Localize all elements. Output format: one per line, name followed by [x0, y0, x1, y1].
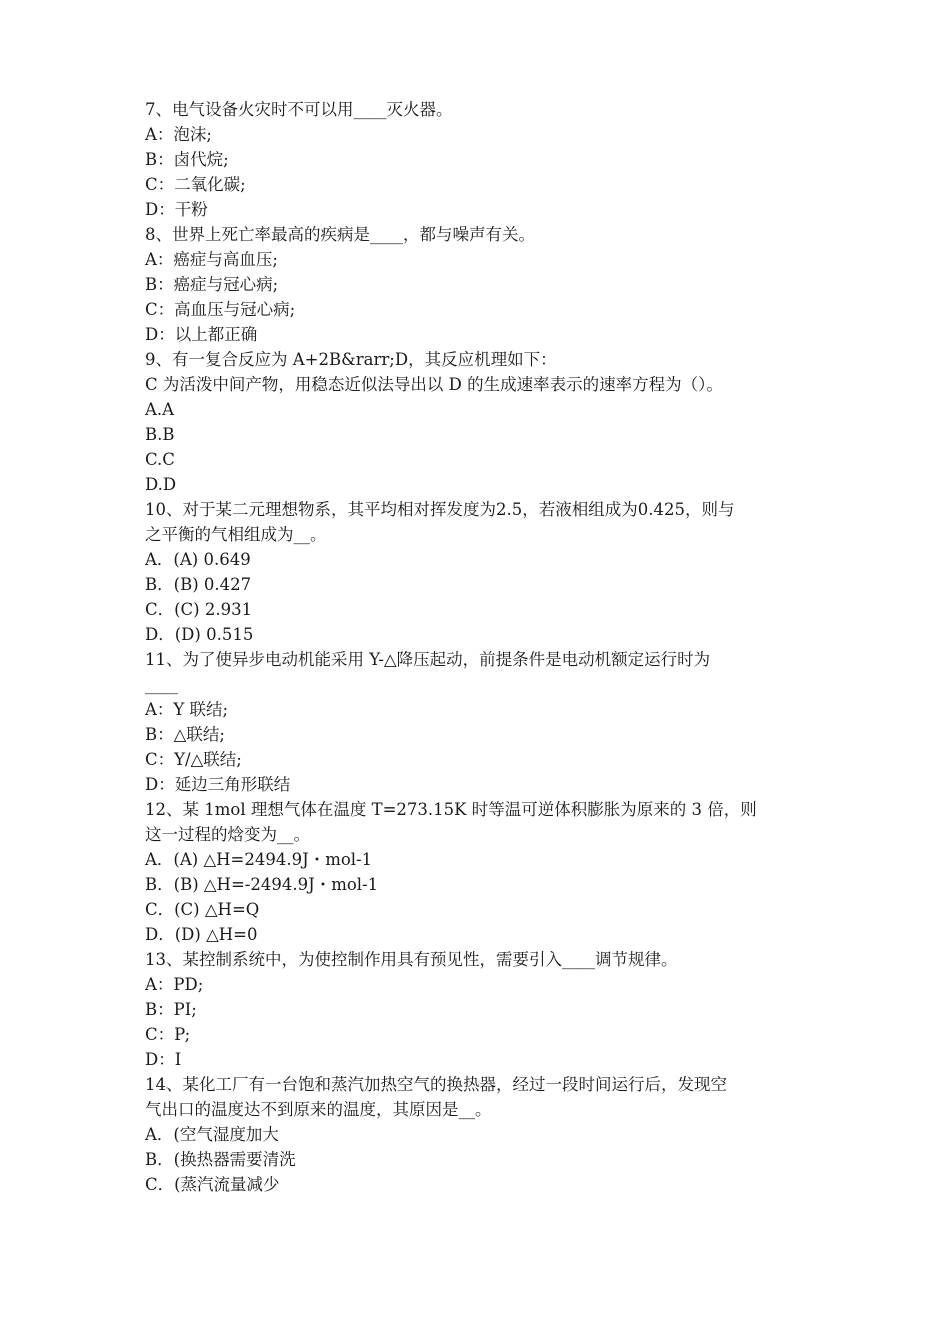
q7-option-b: B：卤代烷;	[145, 150, 229, 169]
q8-option-c: C：高血压与冠心病;	[145, 300, 296, 319]
q11-option-c: C：Y/△联结;	[145, 750, 242, 769]
q9-question-cont: C 为活泼中间产物，用稳态近似法导出以 D 的生成速率表示的速率方程为（）。	[145, 375, 723, 394]
q9-option-a: A.A	[145, 400, 175, 419]
q7-question: 7、电气设备火灾时不可以用____灭火器。	[145, 100, 453, 119]
q14-question-cont: 气出口的温度达不到原来的温度，其原因是__。	[145, 1100, 492, 1119]
q11-option-b: B：△联结;	[145, 725, 225, 744]
q12-question-cont: 这一过程的焓变为__。	[145, 825, 310, 844]
q14-question: 14、某化工厂有一台饱和蒸汽加热空气的换热器，经过一段时间运行后，发现空	[145, 1075, 727, 1094]
q7-option-d: D：干粉	[145, 200, 208, 219]
q12-option-b: B．(B) △H=-2494.9J・mol-1	[145, 875, 379, 894]
q11-option-a: A：Y 联结;	[145, 700, 229, 719]
q8-option-a: A：癌症与高血压;	[145, 250, 278, 269]
q13-option-d: D：I	[145, 1050, 182, 1069]
q10-question-cont: 之平衡的气相组成为__。	[145, 525, 327, 544]
q9-question: 9、有一复合反应为 A+2B&rarr;D，其反应机理如下：	[145, 350, 557, 369]
q13-option-b: B：PI;	[145, 1000, 197, 1019]
q8-option-d: D：以上都正确	[145, 325, 258, 344]
q12-option-a: A．(A) △H=2494.9J・mol-1	[145, 850, 373, 869]
q12-option-d: D．(D) △H=0	[145, 925, 258, 944]
q14-option-b: B．(换热器需要清洗	[145, 1150, 296, 1169]
q14-option-a: A．(空气湿度加大	[145, 1125, 279, 1144]
q10-option-a: A．(A) 0.649	[145, 550, 251, 569]
q9-option-b: B.B	[145, 425, 175, 444]
q13-option-c: C：P;	[145, 1025, 191, 1044]
q10-option-d: D．(D) 0.515	[145, 625, 254, 644]
q13-option-a: A：PD;	[145, 975, 204, 994]
q10-option-b: B．(B) 0.427	[145, 575, 252, 594]
q10-option-c: C．(C) 2.931	[145, 600, 253, 619]
q14-option-c: C．(蒸汽流量减少	[145, 1175, 280, 1194]
q11-option-d: D：延边三角形联结	[145, 775, 291, 794]
q12-option-c: C．(C) △H=Q	[145, 900, 260, 919]
q10-question: 10、对于某二元理想物系，其平均相对挥发度为2.5，若液相组成为0.425，则与	[145, 500, 735, 519]
q11-question: 11、为了使异步电动机能采用 Y-△降压起动，前提条件是电动机额定运行时为	[145, 650, 711, 669]
q7-option-c: C：二氧化碳;	[145, 175, 246, 194]
q13-question: 13、某控制系统中，为使控制作用具有预见性，需要引入____调节规律。	[145, 950, 678, 969]
q9-option-c: C.C	[145, 450, 175, 469]
document-page	[145, 97, 810, 1197]
q8-question: 8、世界上死亡率最高的疾病是____，都与噪声有关。	[145, 225, 535, 244]
q8-option-b: B：癌症与冠心病;	[145, 275, 279, 294]
q12-question: 12、某 1mol 理想气体在温度 T=273.15K 时等温可逆体积膨胀为原来的 3 倍，则	[145, 800, 757, 819]
q7-option-a: A：泡沫;	[145, 125, 212, 144]
q11-question-cont: ____	[145, 675, 178, 694]
q9-option-d: D.D	[145, 475, 177, 494]
